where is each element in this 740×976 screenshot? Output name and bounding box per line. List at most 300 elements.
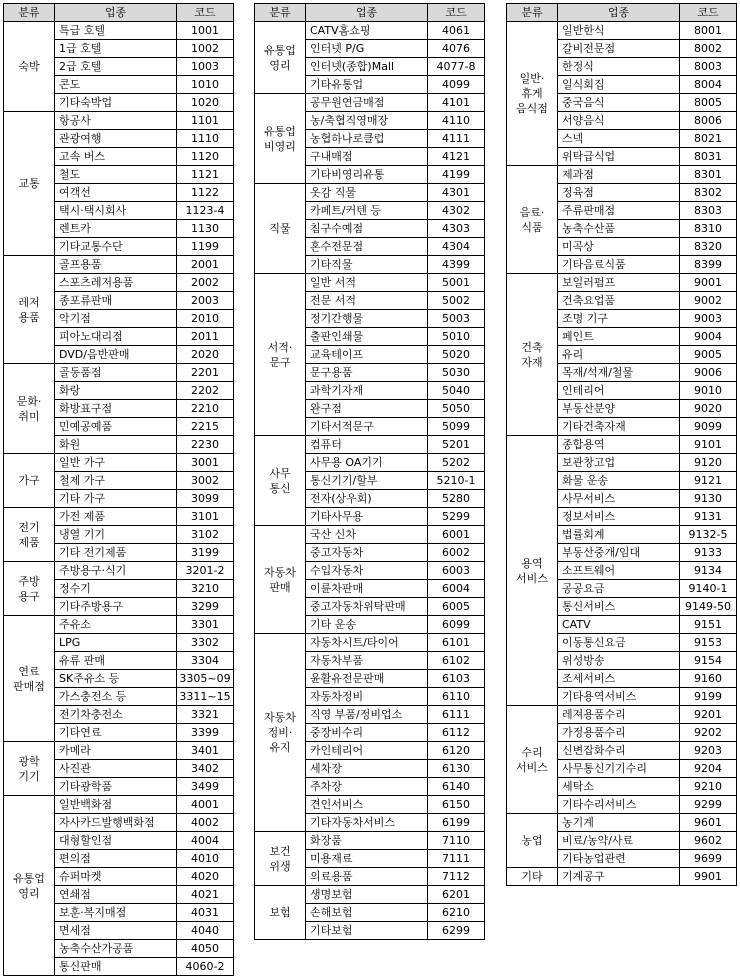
industry-cell: CATV홈쇼핑	[306, 22, 428, 40]
industry-cell: 화원	[55, 436, 177, 454]
industry-cell: 조세서비스	[558, 670, 680, 688]
code-cell: 4031	[177, 904, 234, 922]
code-cell: 8021	[680, 130, 737, 148]
code-cell: 6120	[428, 742, 485, 760]
code-cell: 3402	[177, 760, 234, 778]
category-cell: 일반· 휴게 음식점	[507, 22, 558, 166]
code-cell: 3302	[177, 634, 234, 652]
code-cell: 4110	[428, 112, 485, 130]
code-cell: 9602	[680, 832, 737, 850]
table-row	[255, 184, 485, 202]
industry-cell: 주차장	[306, 778, 428, 796]
industry-cell: 보훈·복지매점	[55, 904, 177, 922]
industry-cell: 냉열 기기	[55, 526, 177, 544]
table-row	[255, 436, 485, 454]
table-row	[507, 706, 737, 724]
table-row	[507, 22, 737, 40]
industry-cell: 중국음식	[558, 94, 680, 112]
code-cell: 1121	[177, 166, 234, 184]
header-category: 분류	[255, 4, 306, 22]
code-cell: 9201	[680, 706, 737, 724]
category-cell: 유통업 영리	[255, 22, 306, 94]
code-cell: 3210	[177, 580, 234, 598]
table-row	[507, 166, 737, 184]
table-row	[4, 454, 234, 472]
category-cell: 용역 서비스	[507, 436, 558, 706]
category-cell: 자동차 판매	[255, 526, 306, 634]
code-cell: 5099	[428, 418, 485, 436]
code-cell: 9601	[680, 814, 737, 832]
code-cell: 1199	[177, 238, 234, 256]
industry-cell: 건축요업품	[558, 292, 680, 310]
code-cell: 3001	[177, 454, 234, 472]
code-cell: 4020	[177, 868, 234, 886]
industry-cell: 화랑	[55, 382, 177, 400]
code-cell: 6210	[428, 904, 485, 922]
industry-cell: 중장비수리	[306, 724, 428, 742]
industry-cell: 기타 전기제품	[55, 544, 177, 562]
code-cell: 3321	[177, 706, 234, 724]
industry-cell: 종합용역	[558, 436, 680, 454]
code-cell: 9132-5	[680, 526, 737, 544]
header-industry: 업종	[558, 4, 680, 22]
industry-cell: 목재/석재/철물	[558, 364, 680, 382]
industry-cell: 침구수예점	[306, 220, 428, 238]
code-cell: 6140	[428, 778, 485, 796]
industry-cell: 철제 가구	[55, 472, 177, 490]
header-industry: 업종	[306, 4, 428, 22]
code-cell: 1101	[177, 112, 234, 130]
code-cell: 5202	[428, 454, 485, 472]
industry-cell: 가스충전소 등	[55, 688, 177, 706]
code-cell: 5299	[428, 508, 485, 526]
industry-cell: 농축수산가공품	[55, 940, 177, 958]
industry-cell: 기타연료	[55, 724, 177, 742]
industry-cell: 일반백화점	[55, 796, 177, 814]
industry-cell: 공공요금	[558, 580, 680, 598]
industry-cell: 민예공예품	[55, 418, 177, 436]
code-cell: 9010	[680, 382, 737, 400]
industry-cell: 가전 제품	[55, 508, 177, 526]
header-category: 분류	[4, 4, 55, 22]
industry-cell: 기타 운송	[306, 616, 428, 634]
category-cell: 유통업 영리	[4, 796, 55, 976]
industry-cell: 기타건축자재	[558, 418, 680, 436]
code-cell: 6001	[428, 526, 485, 544]
code-cell: 6110	[428, 688, 485, 706]
code-cell: 5280	[428, 490, 485, 508]
header-code: 코드	[428, 4, 485, 22]
industry-cell: 기타유통업	[306, 76, 428, 94]
industry-cell: 교육테이프	[306, 346, 428, 364]
code-cell: 2202	[177, 382, 234, 400]
industry-cell: 기타용역서비스	[558, 688, 680, 706]
table-row	[4, 22, 234, 40]
industry-cell: 정수기	[55, 580, 177, 598]
industry-cell: 구내매점	[306, 148, 428, 166]
code-cell: 9099	[680, 418, 737, 436]
table-row	[255, 526, 485, 544]
code-cell: 4060-2	[177, 958, 234, 976]
code-cell: 4021	[177, 886, 234, 904]
code-cell: 1123-4	[177, 202, 234, 220]
industry-cell: 주유소	[55, 616, 177, 634]
code-cell: 1002	[177, 40, 234, 58]
code-cell: 1122	[177, 184, 234, 202]
industry-cell: 사무통신기기수리	[558, 760, 680, 778]
industry-cell: 자사카드발행백화점	[55, 814, 177, 832]
industry-cell: 갈비전문점	[558, 40, 680, 58]
code-cell: 9120	[680, 454, 737, 472]
industry-cell: 카페트/커텐 등	[306, 202, 428, 220]
industry-cell: 정보서비스	[558, 508, 680, 526]
industry-cell: 소프트웨어	[558, 562, 680, 580]
code-cell: 9149-50	[680, 598, 737, 616]
code-cell: 4050	[177, 940, 234, 958]
industry-cell: 일반한식	[558, 22, 680, 40]
industry-cell: 항공사	[55, 112, 177, 130]
category-cell: 연료 판매점	[4, 616, 55, 742]
industry-cell: 고속 버스	[55, 148, 177, 166]
category-cell: 보건 위생	[255, 832, 306, 886]
category-cell: 음료· 식품	[507, 166, 558, 274]
code-cell: 9160	[680, 670, 737, 688]
industry-cell: 일식회집	[558, 76, 680, 94]
industry-cell: 통신서비스	[558, 598, 680, 616]
code-cell: 4002	[177, 814, 234, 832]
code-cell: 6102	[428, 652, 485, 670]
code-cell: 1003	[177, 58, 234, 76]
code-cell: 8031	[680, 148, 737, 166]
industry-cell: 스넥	[558, 130, 680, 148]
industry-cell: 기타보험	[306, 922, 428, 940]
code-cell: 9002	[680, 292, 737, 310]
industry-cell: 주방용구·식기	[55, 562, 177, 580]
code-cell: 6199	[428, 814, 485, 832]
industry-cell: 전문 서적	[306, 292, 428, 310]
code-cell: 8002	[680, 40, 737, 58]
industry-cell: 과학기자재	[306, 382, 428, 400]
industry-cell: 인테리어	[558, 382, 680, 400]
industry-cell: 주류판매점	[558, 202, 680, 220]
table-row	[255, 274, 485, 292]
code-cell: 2210	[177, 400, 234, 418]
code-cell: 2010	[177, 310, 234, 328]
code-cell: 6299	[428, 922, 485, 940]
industry-cell: 조명 기구	[558, 310, 680, 328]
code-cell: 9204	[680, 760, 737, 778]
category-cell: 농업	[507, 814, 558, 868]
header-row	[4, 4, 234, 22]
industry-cell: 페인트	[558, 328, 680, 346]
code-cell: 3305~09	[177, 670, 234, 688]
industry-cell: 부동산중개/임대	[558, 544, 680, 562]
code-cell: 9299	[680, 796, 737, 814]
code-cell: 1120	[177, 148, 234, 166]
code-cell: 9003	[680, 310, 737, 328]
industry-cell: 농축수산품	[558, 220, 680, 238]
code-cell: 9901	[680, 868, 737, 886]
industry-cell: 1급 호텔	[55, 40, 177, 58]
table-row	[507, 436, 737, 454]
category-cell: 레저 용품	[4, 256, 55, 364]
industry-cell: 자동차부품	[306, 652, 428, 670]
industry-cell: 카메라	[55, 742, 177, 760]
industry-cell: 화장품	[306, 832, 428, 850]
industry-cell: 연쇄점	[55, 886, 177, 904]
code-cell: 9006	[680, 364, 737, 382]
industry-cell: 서양음식	[558, 112, 680, 130]
code-cell: 9154	[680, 652, 737, 670]
code-cell: 6099	[428, 616, 485, 634]
code-cell: 4099	[428, 76, 485, 94]
code-cell: 4040	[177, 922, 234, 940]
code-cell: 9121	[680, 472, 737, 490]
industry-cell: 기타숙박업	[55, 94, 177, 112]
code-cell: 6130	[428, 760, 485, 778]
industry-cell: 위성방송	[558, 652, 680, 670]
code-cell: 8301	[680, 166, 737, 184]
code-cell: 1020	[177, 94, 234, 112]
industry-cell: 의료용품	[306, 868, 428, 886]
table-row	[507, 814, 737, 832]
industry-cell: 통신기기/할부	[306, 472, 428, 490]
industry-cell: 카인테리어	[306, 742, 428, 760]
code-cell: 9210	[680, 778, 737, 796]
code-cell: 9203	[680, 742, 737, 760]
code-cell: 6150	[428, 796, 485, 814]
code-cell: 8005	[680, 94, 737, 112]
code-cell: 2002	[177, 274, 234, 292]
category-cell: 교통	[4, 112, 55, 256]
industry-cell: 택시·택시회사	[55, 202, 177, 220]
industry-cell: 혼수전문점	[306, 238, 428, 256]
code-cell: 9004	[680, 328, 737, 346]
industry-cell: 스포츠레저용품	[55, 274, 177, 292]
category-cell: 문화· 취미	[4, 364, 55, 454]
category-cell: 사무 통신	[255, 436, 306, 526]
industry-cell: 손해보험	[306, 904, 428, 922]
category-cell: 수리 서비스	[507, 706, 558, 814]
category-cell: 서적· 문구	[255, 274, 306, 436]
industry-cell: 자동차정비	[306, 688, 428, 706]
industry-cell: 레져용품수리	[558, 706, 680, 724]
code-table-left	[3, 3, 234, 976]
industry-cell: 문구용품	[306, 364, 428, 382]
industry-cell: 여객선	[55, 184, 177, 202]
industry-cell: 2급 호텔	[55, 58, 177, 76]
industry-cell: 보일러펌프	[558, 274, 680, 292]
table-row	[4, 562, 234, 580]
industry-cell: 중고자동차	[306, 544, 428, 562]
industry-cell: 기타비영리유통	[306, 166, 428, 184]
industry-cell: 보관창고업	[558, 454, 680, 472]
table-row	[4, 256, 234, 274]
code-cell: 9151	[680, 616, 737, 634]
industry-cell: 윤활유전문판매	[306, 670, 428, 688]
industry-cell: 사진관	[55, 760, 177, 778]
industry-cell: 인터넷 P/G	[306, 40, 428, 58]
code-cell: 4004	[177, 832, 234, 850]
code-cell: 5201	[428, 436, 485, 454]
header-industry: 업종	[55, 4, 177, 22]
code-cell: 3299	[177, 598, 234, 616]
table-row	[255, 634, 485, 652]
code-cell: 4111	[428, 130, 485, 148]
code-cell: 4399	[428, 256, 485, 274]
table-row	[255, 832, 485, 850]
industry-cell: 화물 운송	[558, 472, 680, 490]
code-cell: 4303	[428, 220, 485, 238]
code-cell: 3002	[177, 472, 234, 490]
code-cell: 4001	[177, 796, 234, 814]
industry-cell: 골동품점	[55, 364, 177, 382]
industry-cell: 수입자동차	[306, 562, 428, 580]
industry-cell: 이동통신요금	[558, 634, 680, 652]
code-cell: 3401	[177, 742, 234, 760]
code-cell: 2011	[177, 328, 234, 346]
industry-cell: 법률회계	[558, 526, 680, 544]
code-cell: 4076	[428, 40, 485, 58]
code-cell: 2230	[177, 436, 234, 454]
code-cell: 3101	[177, 508, 234, 526]
industry-cell: SK주유소 등	[55, 670, 177, 688]
code-cell: 8399	[680, 256, 737, 274]
code-table-middle	[254, 3, 485, 940]
table-row	[4, 616, 234, 634]
code-cell: 9140-1	[680, 580, 737, 598]
code-cell: 2215	[177, 418, 234, 436]
industry-cell: 기타직물	[306, 256, 428, 274]
industry-cell: 농협하나로클럽	[306, 130, 428, 148]
industry-cell: 기타 가구	[55, 490, 177, 508]
industry-cell: 세차장	[306, 760, 428, 778]
code-cell: 9153	[680, 634, 737, 652]
category-cell: 주방 용구	[4, 562, 55, 616]
header-row	[507, 4, 737, 22]
code-cell: 1130	[177, 220, 234, 238]
industry-cell: 옷감 직물	[306, 184, 428, 202]
code-cell: 3201-2	[177, 562, 234, 580]
header-code: 코드	[680, 4, 737, 22]
code-cell: 5210-1	[428, 472, 485, 490]
industry-cell: 생명보험	[306, 886, 428, 904]
industry-cell: 악기점	[55, 310, 177, 328]
industry-cell: 유류 판매	[55, 652, 177, 670]
industry-cell: 철도	[55, 166, 177, 184]
code-cell: 4304	[428, 238, 485, 256]
code-cell: 6101	[428, 634, 485, 652]
table-row	[4, 796, 234, 814]
code-cell: 9199	[680, 688, 737, 706]
code-cell: 3311~15	[177, 688, 234, 706]
code-cell: 4199	[428, 166, 485, 184]
industry-cell: 일반 서적	[306, 274, 428, 292]
industry-cell: 대형할인점	[55, 832, 177, 850]
industry-cell: 미곡상	[558, 238, 680, 256]
code-cell: 9133	[680, 544, 737, 562]
industry-cell: 자동차시트/타이어	[306, 634, 428, 652]
industry-cell: 컴퓨터	[306, 436, 428, 454]
table-row	[4, 112, 234, 130]
industry-cell: 기타광학품	[55, 778, 177, 796]
industry-cell: 가정용품수리	[558, 724, 680, 742]
code-cell: 3102	[177, 526, 234, 544]
industry-cell: 피아노대리점	[55, 328, 177, 346]
code-cell: 2003	[177, 292, 234, 310]
industry-cell: 사무용 OA기기	[306, 454, 428, 472]
industry-cell: 기타수리서비스	[558, 796, 680, 814]
industry-cell: 기타음료식품	[558, 256, 680, 274]
industry-cell: CATV	[558, 616, 680, 634]
industry-cell: 출판인쇄물	[306, 328, 428, 346]
code-cell: 5002	[428, 292, 485, 310]
industry-cell: 특급 호텔	[55, 22, 177, 40]
code-cell: 7111	[428, 850, 485, 868]
industry-cell: 비료/농약/사료	[558, 832, 680, 850]
category-cell: 보험	[255, 886, 306, 940]
industry-cell: 위탁급식업	[558, 148, 680, 166]
industry-cell: 기타주방용구	[55, 598, 177, 616]
industry-cell: 전기차충전소	[55, 706, 177, 724]
code-cell: 6111	[428, 706, 485, 724]
code-cell: 3499	[177, 778, 234, 796]
code-cell: 4010	[177, 850, 234, 868]
code-cell: 1010	[177, 76, 234, 94]
code-table-right	[506, 3, 737, 886]
code-cell: 3301	[177, 616, 234, 634]
code-cell: 6112	[428, 724, 485, 742]
industry-cell: 슈퍼마켓	[55, 868, 177, 886]
code-cell: 4101	[428, 94, 485, 112]
category-cell: 기타	[507, 868, 558, 886]
code-cell: 4302	[428, 202, 485, 220]
industry-cell: 제과점	[558, 166, 680, 184]
industry-cell: 관광여행	[55, 130, 177, 148]
industry-cell: 전자(상우회)	[306, 490, 428, 508]
category-cell: 자동차 정비· 유지	[255, 634, 306, 832]
code-cell: 8310	[680, 220, 737, 238]
code-cell: 9101	[680, 436, 737, 454]
code-cell: 9131	[680, 508, 737, 526]
industry-cell: 세탁소	[558, 778, 680, 796]
code-cell: 6002	[428, 544, 485, 562]
industry-cell: 유리	[558, 346, 680, 364]
code-cell: 8320	[680, 238, 737, 256]
code-cell: 9134	[680, 562, 737, 580]
code-cell: 6004	[428, 580, 485, 598]
code-cell: 8303	[680, 202, 737, 220]
code-cell: 2201	[177, 364, 234, 382]
industry-cell: 부동산분양	[558, 400, 680, 418]
industry-cell: 렌트카	[55, 220, 177, 238]
code-cell: 8003	[680, 58, 737, 76]
code-cell: 4077-8	[428, 58, 485, 76]
industry-cell: 신변잡화수리	[558, 742, 680, 760]
industry-cell: 미용재료	[306, 850, 428, 868]
header-category: 분류	[507, 4, 558, 22]
industry-cell: 이륜차판매	[306, 580, 428, 598]
category-cell: 유통업 비영리	[255, 94, 306, 184]
code-cell: 8004	[680, 76, 737, 94]
industry-cell: 콘도	[55, 76, 177, 94]
code-cell: 9130	[680, 490, 737, 508]
industry-cell: 정기간행물	[306, 310, 428, 328]
code-cell: 1110	[177, 130, 234, 148]
code-cell: 8006	[680, 112, 737, 130]
industry-cell: 기타자동차서비스	[306, 814, 428, 832]
table-row	[4, 364, 234, 382]
